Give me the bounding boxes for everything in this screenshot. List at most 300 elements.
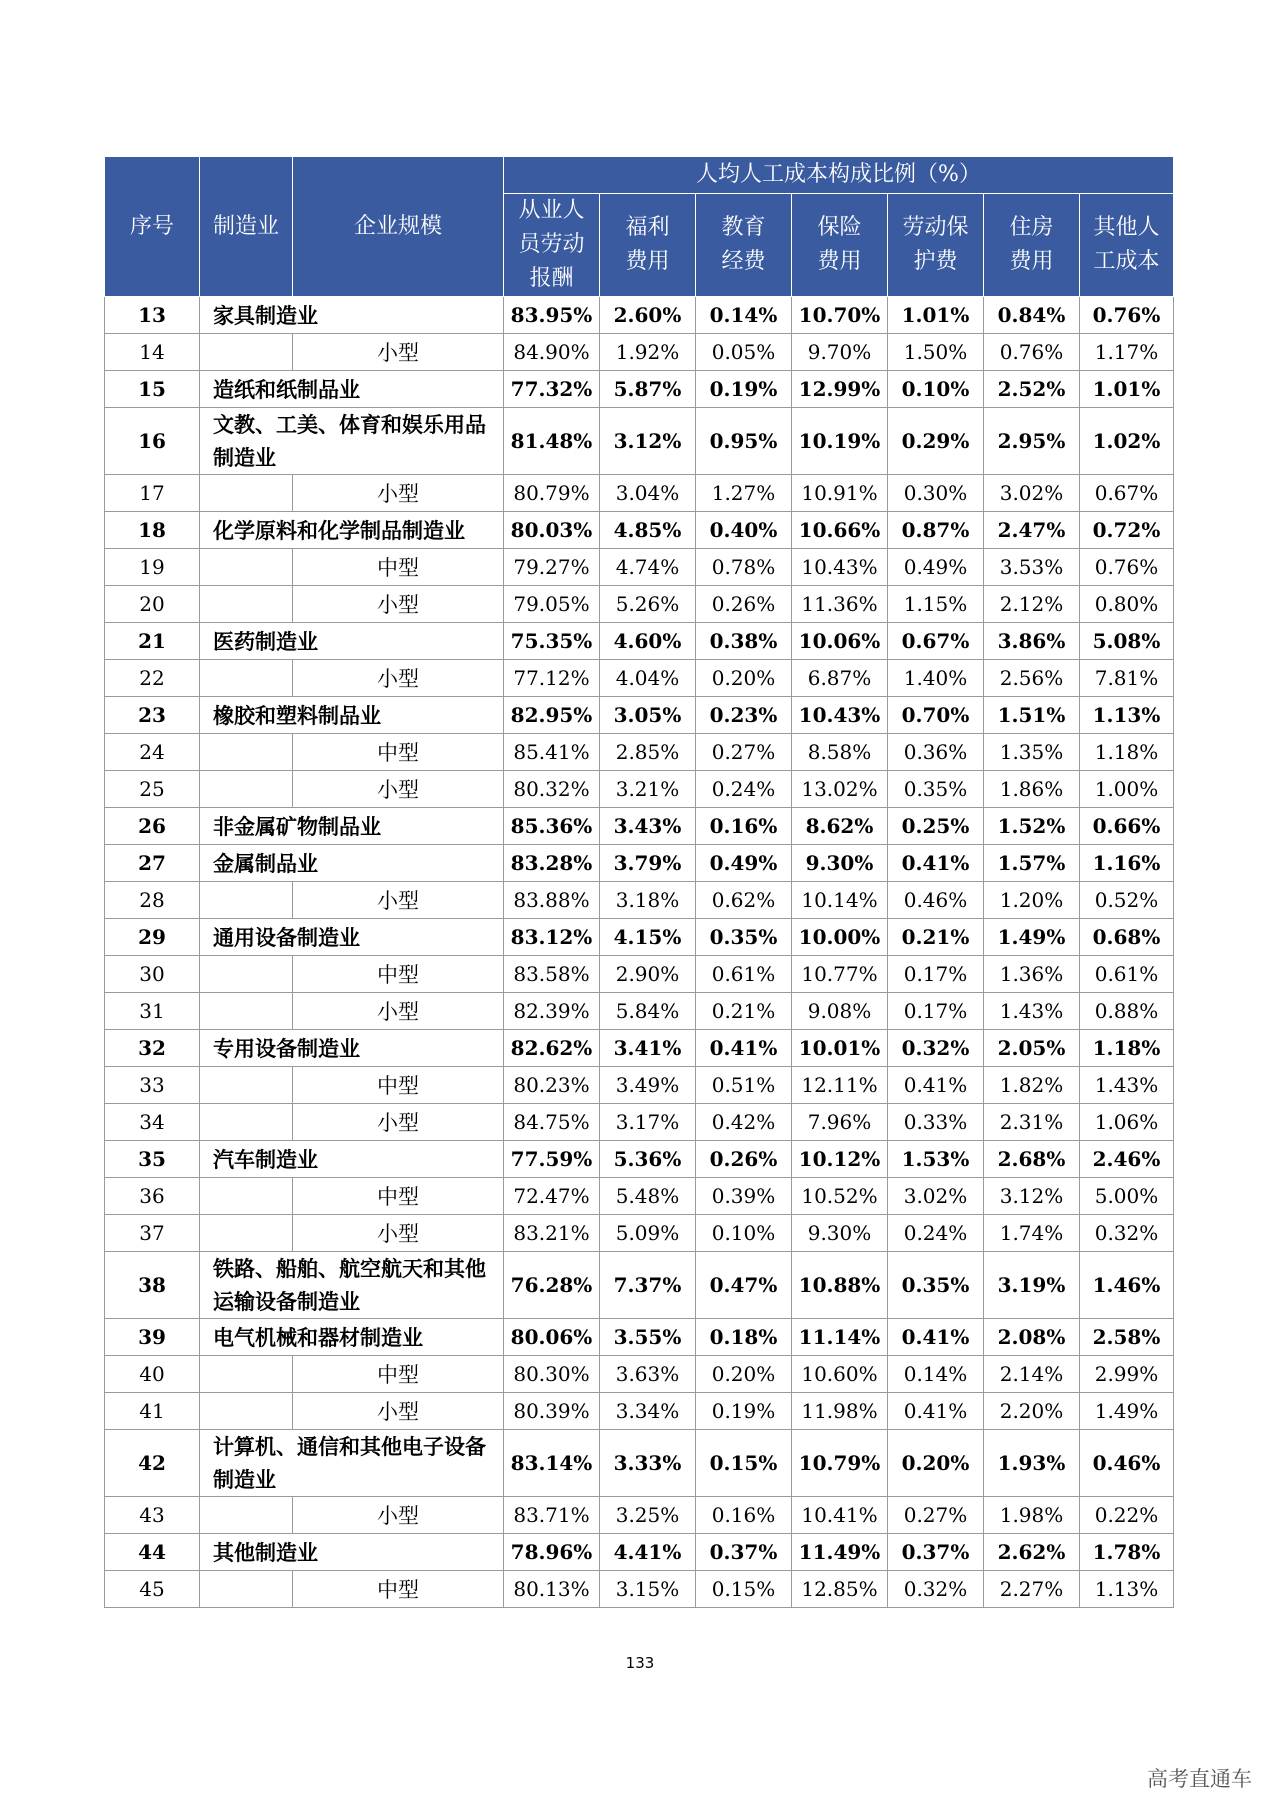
value-cell: 2.47% xyxy=(984,512,1080,549)
value-cell: 0.49% xyxy=(888,549,984,586)
row-number: 34 xyxy=(105,1104,200,1141)
value-cell: 80.13% xyxy=(504,1571,600,1608)
value-cell: 72.47% xyxy=(504,1178,600,1215)
industry-cell xyxy=(200,586,293,623)
scale-cell: 小型 xyxy=(293,771,504,808)
header-col-education: 教育经费 xyxy=(696,194,792,297)
industry-cell xyxy=(200,660,293,697)
value-cell: 1.02% xyxy=(1080,408,1174,475)
row-number: 17 xyxy=(105,475,200,512)
row-number: 20 xyxy=(105,586,200,623)
value-cell: 1.92% xyxy=(600,334,696,371)
value-cell: 12.99% xyxy=(792,371,888,408)
industry-cell xyxy=(200,1497,293,1534)
value-cell: 1.40% xyxy=(888,660,984,697)
value-cell: 0.80% xyxy=(1080,586,1174,623)
table-header xyxy=(105,157,1174,297)
value-cell: 3.55% xyxy=(600,1319,696,1356)
industry-cell xyxy=(200,1067,293,1104)
industry-cell: 非金属矿物制品业 xyxy=(200,808,504,845)
value-cell: 8.62% xyxy=(792,808,888,845)
value-cell: 0.19% xyxy=(696,371,792,408)
industry-cell xyxy=(200,1393,293,1430)
value-cell: 0.67% xyxy=(1080,475,1174,512)
value-cell: 11.36% xyxy=(792,586,888,623)
value-cell: 3.02% xyxy=(888,1178,984,1215)
value-cell: 10.01% xyxy=(792,1030,888,1067)
value-cell: 0.16% xyxy=(696,808,792,845)
value-cell: 0.51% xyxy=(696,1067,792,1104)
value-cell: 1.27% xyxy=(696,475,792,512)
table-row xyxy=(105,371,1174,408)
value-cell: 9.08% xyxy=(792,993,888,1030)
value-cell: 0.27% xyxy=(888,1497,984,1534)
row-number: 32 xyxy=(105,1030,200,1067)
scale-cell: 中型 xyxy=(293,1571,504,1608)
industry-cell xyxy=(200,334,293,371)
value-cell: 1.00% xyxy=(1080,771,1174,808)
table-row xyxy=(105,334,1174,371)
row-number: 29 xyxy=(105,919,200,956)
scale-cell: 中型 xyxy=(293,1356,504,1393)
value-cell: 0.32% xyxy=(888,1030,984,1067)
value-cell: 83.71% xyxy=(504,1497,600,1534)
table-row xyxy=(105,475,1174,512)
value-cell: 0.41% xyxy=(888,845,984,882)
value-cell: 80.06% xyxy=(504,1319,600,1356)
row-number: 45 xyxy=(105,1571,200,1608)
value-cell: 0.61% xyxy=(1080,956,1174,993)
value-cell: 10.88% xyxy=(792,1252,888,1319)
value-cell: 11.98% xyxy=(792,1393,888,1430)
scale-cell: 中型 xyxy=(293,1067,504,1104)
value-cell: 10.06% xyxy=(792,623,888,660)
value-cell: 1.98% xyxy=(984,1497,1080,1534)
value-cell: 79.27% xyxy=(504,549,600,586)
value-cell: 10.19% xyxy=(792,408,888,475)
value-cell: 0.24% xyxy=(696,771,792,808)
row-number: 21 xyxy=(105,623,200,660)
table-row xyxy=(105,734,1174,771)
industry-cell xyxy=(200,993,293,1030)
industry-cell xyxy=(200,1356,293,1393)
table-row xyxy=(105,512,1174,549)
value-cell: 0.18% xyxy=(696,1319,792,1356)
header-col-wage: 从业人员劳动报酬 xyxy=(504,194,600,297)
value-cell: 10.12% xyxy=(792,1141,888,1178)
value-cell: 80.79% xyxy=(504,475,600,512)
value-cell: 85.36% xyxy=(504,808,600,845)
value-cell: 0.32% xyxy=(1080,1215,1174,1252)
industry-cell xyxy=(200,549,293,586)
value-cell: 2.99% xyxy=(1080,1356,1174,1393)
value-cell: 10.91% xyxy=(792,475,888,512)
table-row xyxy=(105,549,1174,586)
value-cell: 0.84% xyxy=(984,297,1080,334)
value-cell: 10.00% xyxy=(792,919,888,956)
value-cell: 83.12% xyxy=(504,919,600,956)
value-cell: 0.46% xyxy=(888,882,984,919)
value-cell: 2.56% xyxy=(984,660,1080,697)
row-number: 16 xyxy=(105,408,200,475)
row-number: 39 xyxy=(105,1319,200,1356)
value-cell: 1.16% xyxy=(1080,845,1174,882)
industry-cell xyxy=(200,882,293,919)
value-cell: 82.62% xyxy=(504,1030,600,1067)
value-cell: 0.68% xyxy=(1080,919,1174,956)
value-cell: 0.41% xyxy=(888,1067,984,1104)
table-row xyxy=(105,771,1174,808)
table-row xyxy=(105,1534,1174,1571)
row-number: 27 xyxy=(105,845,200,882)
value-cell: 0.20% xyxy=(888,1430,984,1497)
value-cell: 4.60% xyxy=(600,623,696,660)
table-row xyxy=(105,993,1174,1030)
value-cell: 0.30% xyxy=(888,475,984,512)
value-cell: 5.09% xyxy=(600,1215,696,1252)
value-cell: 10.70% xyxy=(792,297,888,334)
table-row xyxy=(105,919,1174,956)
scale-cell: 小型 xyxy=(293,334,504,371)
value-cell: 0.19% xyxy=(696,1393,792,1430)
value-cell: 3.21% xyxy=(600,771,696,808)
value-cell: 5.87% xyxy=(600,371,696,408)
value-cell: 3.34% xyxy=(600,1393,696,1430)
value-cell: 77.32% xyxy=(504,371,600,408)
value-cell: 0.35% xyxy=(888,771,984,808)
value-cell: 1.51% xyxy=(984,697,1080,734)
scale-cell: 小型 xyxy=(293,475,504,512)
value-cell: 1.53% xyxy=(888,1141,984,1178)
row-number: 36 xyxy=(105,1178,200,1215)
value-cell: 0.17% xyxy=(888,956,984,993)
value-cell: 0.62% xyxy=(696,882,792,919)
row-number: 26 xyxy=(105,808,200,845)
value-cell: 1.01% xyxy=(888,297,984,334)
scale-cell: 小型 xyxy=(293,1393,504,1430)
value-cell: 5.00% xyxy=(1080,1178,1174,1215)
industry-cell: 计算机、通信和其他电子设备制造业 xyxy=(200,1430,504,1497)
industry-cell: 电气机械和器材制造业 xyxy=(200,1319,504,1356)
header-no: 序号 xyxy=(105,157,200,297)
value-cell: 7.37% xyxy=(600,1252,696,1319)
value-cell: 83.95% xyxy=(504,297,600,334)
scale-cell: 小型 xyxy=(293,1497,504,1534)
table-row xyxy=(105,845,1174,882)
value-cell: 3.12% xyxy=(600,408,696,475)
value-cell: 10.66% xyxy=(792,512,888,549)
table-body xyxy=(105,297,1174,1608)
table-row xyxy=(105,660,1174,697)
value-cell: 2.46% xyxy=(1080,1141,1174,1178)
value-cell: 0.10% xyxy=(888,371,984,408)
value-cell: 3.41% xyxy=(600,1030,696,1067)
table-row xyxy=(105,1067,1174,1104)
value-cell: 76.28% xyxy=(504,1252,600,1319)
value-cell: 0.14% xyxy=(696,297,792,334)
value-cell: 0.95% xyxy=(696,408,792,475)
value-cell: 83.88% xyxy=(504,882,600,919)
value-cell: 80.39% xyxy=(504,1393,600,1430)
value-cell: 2.60% xyxy=(600,297,696,334)
value-cell: 1.49% xyxy=(984,919,1080,956)
value-cell: 3.43% xyxy=(600,808,696,845)
value-cell: 0.40% xyxy=(696,512,792,549)
row-number: 25 xyxy=(105,771,200,808)
value-cell: 79.05% xyxy=(504,586,600,623)
value-cell: 2.68% xyxy=(984,1141,1080,1178)
row-number: 44 xyxy=(105,1534,200,1571)
value-cell: 6.87% xyxy=(792,660,888,697)
value-cell: 1.35% xyxy=(984,734,1080,771)
value-cell: 0.76% xyxy=(984,334,1080,371)
value-cell: 0.35% xyxy=(696,919,792,956)
row-number: 31 xyxy=(105,993,200,1030)
scale-cell: 小型 xyxy=(293,882,504,919)
value-cell: 3.04% xyxy=(600,475,696,512)
row-number: 42 xyxy=(105,1430,200,1497)
value-cell: 2.27% xyxy=(984,1571,1080,1608)
value-cell: 83.14% xyxy=(504,1430,600,1497)
value-cell: 0.26% xyxy=(696,586,792,623)
value-cell: 0.67% xyxy=(888,623,984,660)
value-cell: 0.21% xyxy=(696,993,792,1030)
value-cell: 0.05% xyxy=(696,334,792,371)
value-cell: 4.74% xyxy=(600,549,696,586)
header-scale: 企业规模 xyxy=(293,157,504,297)
value-cell: 13.02% xyxy=(792,771,888,808)
value-cell: 84.90% xyxy=(504,334,600,371)
value-cell: 10.60% xyxy=(792,1356,888,1393)
value-cell: 1.86% xyxy=(984,771,1080,808)
industry-cell: 其他制造业 xyxy=(200,1534,504,1571)
value-cell: 2.62% xyxy=(984,1534,1080,1571)
industry-cell: 化学原料和化学制品制造业 xyxy=(200,512,504,549)
value-cell: 2.20% xyxy=(984,1393,1080,1430)
value-cell: 0.32% xyxy=(888,1571,984,1608)
value-cell: 0.10% xyxy=(696,1215,792,1252)
value-cell: 80.23% xyxy=(504,1067,600,1104)
value-cell: 8.58% xyxy=(792,734,888,771)
scale-cell: 小型 xyxy=(293,993,504,1030)
table-row xyxy=(105,1356,1174,1393)
value-cell: 0.39% xyxy=(696,1178,792,1215)
industry-cell: 金属制品业 xyxy=(200,845,504,882)
value-cell: 82.95% xyxy=(504,697,600,734)
value-cell: 82.39% xyxy=(504,993,600,1030)
value-cell: 0.20% xyxy=(696,1356,792,1393)
value-cell: 3.49% xyxy=(600,1067,696,1104)
value-cell: 0.76% xyxy=(1080,549,1174,586)
value-cell: 1.01% xyxy=(1080,371,1174,408)
value-cell: 10.14% xyxy=(792,882,888,919)
value-cell: 0.88% xyxy=(1080,993,1174,1030)
value-cell: 3.12% xyxy=(984,1178,1080,1215)
industry-cell xyxy=(200,771,293,808)
value-cell: 3.18% xyxy=(600,882,696,919)
industry-cell: 通用设备制造业 xyxy=(200,919,504,956)
value-cell: 2.08% xyxy=(984,1319,1080,1356)
value-cell: 0.14% xyxy=(888,1356,984,1393)
table-row xyxy=(105,586,1174,623)
value-cell: 3.02% xyxy=(984,475,1080,512)
industry-cell: 汽车制造业 xyxy=(200,1141,504,1178)
value-cell: 7.96% xyxy=(792,1104,888,1141)
scale-cell: 中型 xyxy=(293,956,504,993)
table-row xyxy=(105,408,1174,475)
scale-cell: 小型 xyxy=(293,1215,504,1252)
value-cell: 0.16% xyxy=(696,1497,792,1534)
value-cell: 9.30% xyxy=(792,845,888,882)
value-cell: 75.35% xyxy=(504,623,600,660)
industry-cell xyxy=(200,1178,293,1215)
table-row xyxy=(105,956,1174,993)
row-number: 33 xyxy=(105,1067,200,1104)
table-row xyxy=(105,1497,1174,1534)
value-cell: 1.18% xyxy=(1080,734,1174,771)
value-cell: 12.11% xyxy=(792,1067,888,1104)
value-cell: 1.78% xyxy=(1080,1534,1174,1571)
row-number: 19 xyxy=(105,549,200,586)
row-number: 15 xyxy=(105,371,200,408)
value-cell: 0.42% xyxy=(696,1104,792,1141)
value-cell: 1.36% xyxy=(984,956,1080,993)
value-cell: 3.79% xyxy=(600,845,696,882)
value-cell: 5.48% xyxy=(600,1178,696,1215)
value-cell: 5.26% xyxy=(600,586,696,623)
value-cell: 0.37% xyxy=(696,1534,792,1571)
row-number: 28 xyxy=(105,882,200,919)
value-cell: 1.93% xyxy=(984,1430,1080,1497)
row-number: 35 xyxy=(105,1141,200,1178)
value-cell: 4.41% xyxy=(600,1534,696,1571)
value-cell: 9.30% xyxy=(792,1215,888,1252)
value-cell: 0.36% xyxy=(888,734,984,771)
value-cell: 1.20% xyxy=(984,882,1080,919)
value-cell: 3.25% xyxy=(600,1497,696,1534)
table-row xyxy=(105,697,1174,734)
value-cell: 7.81% xyxy=(1080,660,1174,697)
value-cell: 2.14% xyxy=(984,1356,1080,1393)
value-cell: 4.04% xyxy=(600,660,696,697)
industry-cell: 铁路、船舶、航空航天和其他运输设备制造业 xyxy=(200,1252,504,1319)
industry-cell xyxy=(200,734,293,771)
value-cell: 3.86% xyxy=(984,623,1080,660)
value-cell: 1.74% xyxy=(984,1215,1080,1252)
header-col-other: 其他人工成本 xyxy=(1080,194,1174,297)
table-row xyxy=(105,297,1174,334)
value-cell: 0.25% xyxy=(888,808,984,845)
header-col-labor-protection: 劳动保护费 xyxy=(888,194,984,297)
value-cell: 5.84% xyxy=(600,993,696,1030)
value-cell: 0.33% xyxy=(888,1104,984,1141)
industry-cell: 橡胶和塑料制品业 xyxy=(200,697,504,734)
value-cell: 0.66% xyxy=(1080,808,1174,845)
value-cell: 83.28% xyxy=(504,845,600,882)
value-cell: 2.12% xyxy=(984,586,1080,623)
industry-cell: 造纸和纸制品业 xyxy=(200,371,504,408)
cost-structure-table xyxy=(104,156,1174,1608)
value-cell: 10.43% xyxy=(792,697,888,734)
value-cell: 1.15% xyxy=(888,586,984,623)
industry-cell: 家具制造业 xyxy=(200,297,504,334)
header-col-welfare: 福利费用 xyxy=(600,194,696,297)
value-cell: 0.27% xyxy=(696,734,792,771)
value-cell: 0.37% xyxy=(888,1534,984,1571)
header-col-housing: 住房费用 xyxy=(984,194,1080,297)
table-row xyxy=(105,623,1174,660)
value-cell: 1.57% xyxy=(984,845,1080,882)
value-cell: 0.38% xyxy=(696,623,792,660)
scale-cell: 小型 xyxy=(293,1104,504,1141)
table-row xyxy=(105,1178,1174,1215)
watermark: 高考直通车 xyxy=(1147,1767,1252,1791)
value-cell: 2.95% xyxy=(984,408,1080,475)
value-cell: 0.78% xyxy=(696,549,792,586)
value-cell: 81.48% xyxy=(504,408,600,475)
value-cell: 12.85% xyxy=(792,1571,888,1608)
row-number: 13 xyxy=(105,297,200,334)
value-cell: 2.58% xyxy=(1080,1319,1174,1356)
value-cell: 0.47% xyxy=(696,1252,792,1319)
scale-cell: 小型 xyxy=(293,660,504,697)
value-cell: 0.49% xyxy=(696,845,792,882)
row-number: 23 xyxy=(105,697,200,734)
value-cell: 2.31% xyxy=(984,1104,1080,1141)
value-cell: 10.52% xyxy=(792,1178,888,1215)
table-row xyxy=(105,1319,1174,1356)
value-cell: 80.03% xyxy=(504,512,600,549)
value-cell: 78.96% xyxy=(504,1534,600,1571)
value-cell: 0.72% xyxy=(1080,512,1174,549)
table-row xyxy=(105,1030,1174,1067)
value-cell: 5.36% xyxy=(600,1141,696,1178)
value-cell: 10.41% xyxy=(792,1497,888,1534)
value-cell: 0.87% xyxy=(888,512,984,549)
industry-cell xyxy=(200,1571,293,1608)
value-cell: 0.41% xyxy=(888,1393,984,1430)
value-cell: 1.17% xyxy=(1080,334,1174,371)
scale-cell: 中型 xyxy=(293,734,504,771)
row-number: 43 xyxy=(105,1497,200,1534)
table-row xyxy=(105,882,1174,919)
table-row xyxy=(105,1252,1174,1319)
row-number: 14 xyxy=(105,334,200,371)
value-cell: 0.35% xyxy=(888,1252,984,1319)
value-cell: 0.26% xyxy=(696,1141,792,1178)
value-cell: 0.15% xyxy=(696,1571,792,1608)
value-cell: 0.23% xyxy=(696,697,792,734)
value-cell: 3.19% xyxy=(984,1252,1080,1319)
value-cell: 3.63% xyxy=(600,1356,696,1393)
table-row xyxy=(105,1104,1174,1141)
value-cell: 1.43% xyxy=(984,993,1080,1030)
industry-cell xyxy=(200,956,293,993)
header-col-insurance: 保险费用 xyxy=(792,194,888,297)
value-cell: 2.05% xyxy=(984,1030,1080,1067)
scale-cell: 中型 xyxy=(293,1178,504,1215)
value-cell: 1.52% xyxy=(984,808,1080,845)
row-number: 37 xyxy=(105,1215,200,1252)
industry-cell xyxy=(200,475,293,512)
value-cell: 0.22% xyxy=(1080,1497,1174,1534)
table-row xyxy=(105,1571,1174,1608)
value-cell: 4.85% xyxy=(600,512,696,549)
value-cell: 10.77% xyxy=(792,956,888,993)
header-group-title: 人均人工成本构成比例（%） xyxy=(504,157,1174,194)
table-row xyxy=(105,1215,1174,1252)
scale-cell: 中型 xyxy=(293,549,504,586)
